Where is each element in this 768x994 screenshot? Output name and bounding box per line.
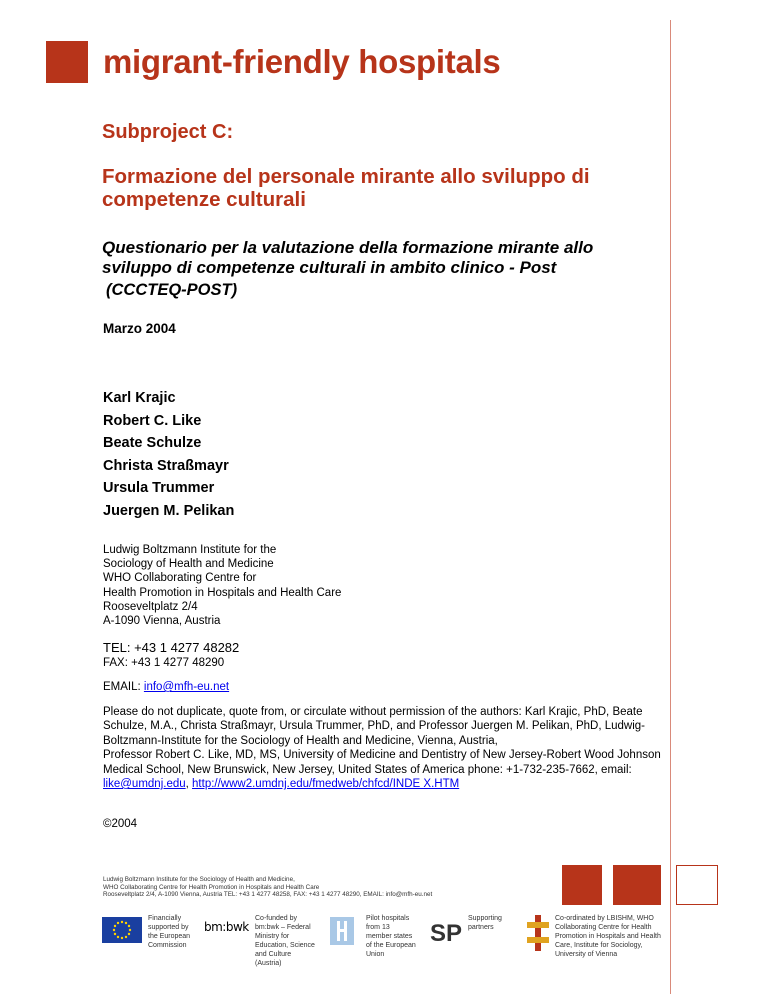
author-list [103, 387, 234, 523]
footer-line: Rooseveltplatz 2/4, A-1090 Vienna, Austria TEL: +43 1 4277 48258, FAX: +43 1 4277 48290, EMAIL: info@mfh-eu.net [103, 891, 433, 899]
institute-line: A-1090 Vienna, Austria [103, 615, 221, 628]
footer-address [103, 876, 432, 899]
notice-email-link[interactable]: like@umdnj.edu [103, 778, 186, 791]
institute-line: Sociology of Health and Medicine [103, 558, 274, 571]
eu-support-text: Financially supported by the European Commission [148, 915, 191, 949]
eu-flag-icon [102, 917, 142, 943]
brand-logo-square [46, 41, 88, 83]
document-date: Marzo 2004 [103, 321, 176, 336]
institute-line: WHO Collaborating Centre for [103, 572, 257, 585]
institute-address [103, 543, 341, 628]
email-link[interactable]: info@mfh-eu.net [143, 681, 230, 693]
copyright: ©2004 [103, 818, 138, 830]
footer-square [562, 865, 602, 905]
subproject-heading: Subproject C: [102, 121, 234, 143]
vertical-rule [670, 20, 671, 994]
author: Christa Straßmayr [103, 457, 229, 474]
lbishm-cross-icon [527, 915, 549, 951]
institute-line: Health Promotion in Hospitals and Health Care [103, 586, 342, 599]
author: Beate Schulze [103, 435, 202, 452]
pilot-hospitals-text: Pilot hospitals from 13 member states of the European Union [366, 915, 416, 958]
document-title: Formazione del personale mirante allo sviluppo di competenze culturali [102, 165, 590, 211]
bmbwk-logo: bm:bwk [204, 920, 249, 934]
email-label: EMAIL: [103, 681, 144, 693]
author: Ursula Trummer [103, 480, 215, 497]
notice-separator: , [185, 778, 193, 791]
brand-title: migrant-friendly hospitals [103, 43, 501, 80]
footer-line: Ludwig Boltzmann Institute for the Sociology of Health and Medicine, [103, 876, 295, 883]
fax: FAX: +43 1 4277 48290 [103, 657, 225, 669]
permission-notice [103, 705, 663, 791]
questionnaire-code: (CCCTEQ-POST) [106, 281, 238, 299]
hospital-icon [330, 917, 354, 945]
footer-square-outline [676, 865, 718, 905]
author: Juergen M. Pelikan [103, 502, 235, 519]
footer-line: WHO Collaborating Centre for Health Promotion in Hospitals and Health Care [103, 883, 320, 891]
coordinated-by-text: Co-ordinated by LBISHM, WHO Collaborating Centre for Health Promotion in Hospitals and Health Care, Institute for Sociology, University of Vienna [555, 915, 661, 958]
sp-logo [427, 918, 465, 948]
telephone: TEL: +43 1 4277 48282 [103, 640, 240, 655]
institute-line: Rooseveltplatz 2/4 [103, 600, 198, 613]
footer-square [613, 865, 661, 905]
author: Robert C. Like [103, 412, 202, 429]
sp-logo-text: SP [430, 920, 463, 947]
institute-line: Ludwig Boltzmann Institute for the [103, 544, 277, 556]
supporting-partners-text: Supporting partners [468, 915, 502, 931]
bmbwk-text: Co-funded by bm:bwk – Federal Ministry for Education, Science and Culture (Austria) [255, 915, 315, 967]
notice-url-link[interactable]: http://www2.umdnj.edu/fmedweb/chfcd/INDE X.HTM [192, 778, 460, 791]
email-row [103, 681, 229, 693]
questionnaire-title: Questionario per la valutazione della formazione mirante allo sviluppo di competenze culturali in ambito clinico - Post [102, 238, 594, 277]
author: Karl Krajic [103, 390, 176, 406]
notice-text: Professor Robert C. Like, MD, MS, University of Medicine and Dentistry of New Jersey-Robert Wood Johnson Medical School, New Brunswick, New Jersey, United States of America phone: +1-732-235-7662, email: [103, 749, 661, 776]
notice-text: Please do not duplicate, quote from, or circulate without permission of the authors: Karl Krajic, PhD, Beate Schulze, M.A., Christa Straßmayr, Ursula Trummer, PhD, and Professor Juergen M. Pelikan, PhD, Ludwig-Boltzmann-Institute for the Sociology of Health and Medicine, Vienna, Austria, [103, 706, 645, 747]
